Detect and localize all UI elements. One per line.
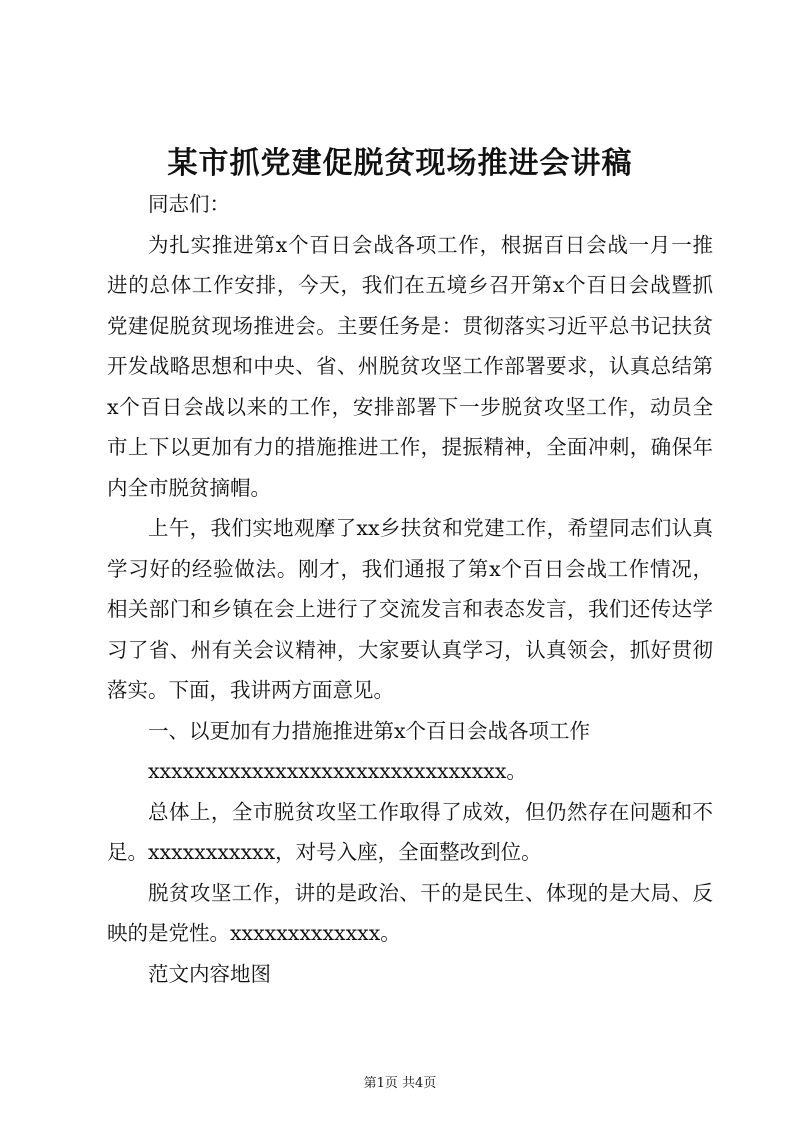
body-paragraph: 总体上，全市脱贫攻坚工作取得了成效，但仍然存在问题和不足。xxxxxxxxxxx，对号入座，全面整改到位。 (107, 799, 713, 864)
section-heading: 一、以更加有力措施推进第x个百日会战各项工作 (148, 718, 591, 743)
body-paragraph: 脱贫攻坚工作，讲的是政治、干的是民生、体现的是大局、反映的是党性。xxxxxxxxxxxxx。 (107, 880, 713, 945)
page-footer: 第1页 共4页 (363, 1076, 437, 1091)
body-paragraph: 为扎实推进第x个百日会战各项工作，根据百日会战一月一推进的总体工作安排，今天，我们在五境乡召开第x个百日会战暨抓党建促脱贫现场推进会。主要任务是：贯彻落实习近平总书记扶贫开发战略思想和中央、省、州脱贫攻坚工作部署要求，认真总结第x个百日会战以来的工作，安排部署下一步脱贫攻坚工作，动员全市上下以更加有力的措施推进工作，提振精神，全面冲刺，确保年内全市脱贫摘帽。 (107, 232, 713, 500)
body-paragraph: 上午，我们实地观摩了xx乡扶贫和党建工作，希望同志们认真学习好的经验做法。刚才，我们通报了第x个百日会战工作情况，相关部门和乡镇在会上进行了交流发言和表态发言，我们还传达学习了省、州有关会议精神，大家要认真学习，认真领会，抓好贯彻落实。下面，我讲两方面意见。 (107, 516, 713, 702)
body-paragraph: xxxxxxxxxxxxxxxxxxxxxxxxxxxxxxx。 (148, 759, 527, 783)
document-title: 某市抓党建促脱贫现场推进会讲稿 (167, 146, 633, 181)
body-paragraph: 范文内容地图 (148, 961, 271, 986)
salutation-paragraph: 同志们： (148, 192, 230, 216)
document-body (107, 184, 713, 994)
